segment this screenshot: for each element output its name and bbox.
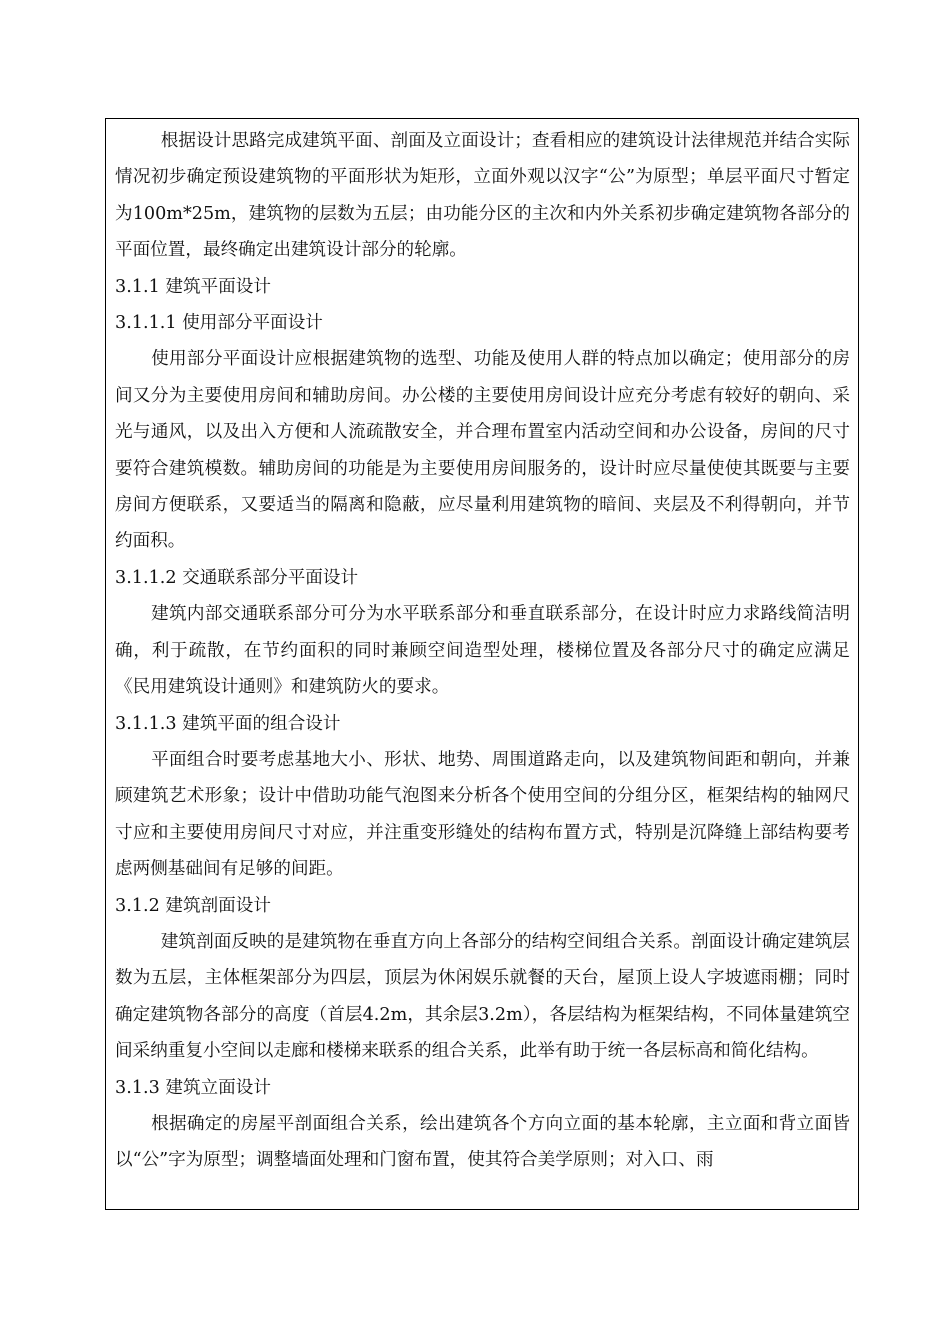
heading-3-1-1: 3.1.1 建筑平面设计: [115, 276, 271, 297]
paragraph-plan-composition: 平面组合时要考虑基地大小、形状、地势、周围道路走向，以及建筑物间距和朝向，并兼顾建筑艺术形象；设计中借助功能气泡图来分析各个使用空间的分组分区，框架结构的轴网尺寸应和主要使用房间尺寸对应，并注重变形缝处的结构布置方式，特别是沉降缝上部结构要考虑两侧基础间有足够的间距。: [115, 749, 850, 880]
heading-3-1-1-1: 3.1.1.1 使用部分平面设计: [115, 313, 323, 334]
paragraph-design-overview: 根据设计思路完成建筑平面、剖面及立面设计；查看相应的建筑设计法律规范并结合实际情况初步确定预设建筑物的平面形状为矩形，立面外观以汉字“公”为原型；单层平面尺寸暂定为100m*25m，建筑物的层数为五层；由功能分区的主次和内外关系初步确定建筑物各部分的平面位置，最终确定出建筑设计部分的轮廓。: [115, 131, 850, 261]
document-frame: [105, 118, 859, 1210]
heading-3-1-1-2: 3.1.1.2 交通联系部分平面设计: [115, 567, 359, 588]
heading-3-1-2: 3.1.2 建筑剖面设计: [115, 895, 271, 916]
paragraph-circulation-plan: 建筑内部交通联系部分可分为水平联系部分和垂直联系部分，在设计时应力求路线简洁明确，利于疏散，在节约面积的同时兼顾空间造型处理，楼梯位置及各部分尺寸的确定应满足《民用建筑设计通则》和建筑防火的要求。: [115, 604, 850, 698]
document-body: [115, 123, 850, 1179]
paragraph-section-design: 建筑剖面反映的是建筑物在垂直方向上各部分的结构空间组合关系。剖面设计确定建筑层数为五层，主体框架部分为四层，顶层为休闲娱乐就餐的天台，屋顶上设人字坡遮雨棚；同时确定建筑物各部分的高度（首层4.2m，其余层3.2m），各层结构为框架结构，不同体量建筑空间采纳重复小空间以走廊和楼梯来联系的组合关系，此举有助于统一各层标高和简化结构。: [115, 931, 850, 1062]
heading-3-1-3: 3.1.3 建筑立面设计: [115, 1077, 271, 1098]
paragraph-elevation-design: 根据确定的房屋平剖面组合关系，绘出建筑各个方向立面的基本轮廓，主立面和背立面皆以“公”字为原型；调整墙面处理和门窗布置，使其符合美学原则；对入口、雨: [115, 1113, 850, 1171]
paragraph-usage-plan: 使用部分平面设计应根据建筑物的选型、功能及使用人群的特点加以确定；使用部分的房间又分为主要使用房间和辅助房间。办公楼的主要使用房间设计应充分考虑有较好的朝向、采光与通风，以及出入方便和人流疏散安全，并合理布置室内活动空间和办公设备，房间的尺寸要符合建筑模数。辅助房间的功能是为主要使用房间服务的，设计时应尽量使使其既要与主要房间方便联系，又要适当的隔离和隐蔽，应尽量利用建筑物的暗间、夹层及不利得朝向，并节约面积。: [115, 349, 850, 552]
heading-3-1-1-3: 3.1.1.3 建筑平面的组合设计: [115, 713, 341, 734]
